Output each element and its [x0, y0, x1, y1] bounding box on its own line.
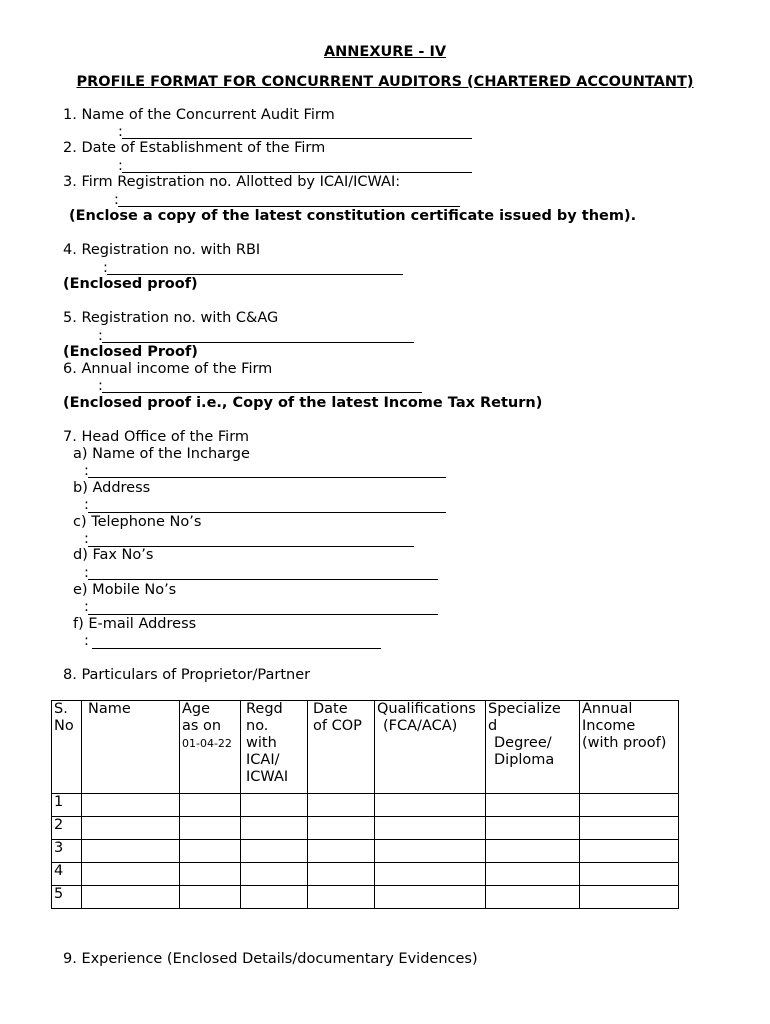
- cag-registration-line: [102, 342, 414, 343]
- header-name: [82, 701, 180, 794]
- establishment-date-line: [122, 172, 472, 173]
- header-qualifications: [375, 701, 486, 794]
- age-cell[interactable]: [180, 886, 241, 909]
- colon: :: [84, 565, 89, 581]
- address-line: [88, 512, 446, 513]
- field-label-experience: 9. Experience (Enclosed Details/documentary Evidences): [63, 951, 478, 967]
- colon: :: [84, 497, 89, 513]
- field-label-email: f) E-mail Address: [73, 616, 197, 632]
- age-cell[interactable]: [180, 794, 241, 817]
- qualification-cell[interactable]: [375, 817, 486, 840]
- table-header-row: [52, 701, 679, 794]
- header-text: of COP: [313, 718, 362, 734]
- header-sno: [52, 701, 82, 794]
- colon: :: [103, 260, 108, 276]
- note-income-tax-proof: (Enclosed proof i.e., Copy of the latest Income Tax Return): [63, 395, 543, 411]
- name-cell[interactable]: [82, 817, 180, 840]
- regd-cell[interactable]: [241, 863, 308, 886]
- rbi-registration-line: [107, 274, 403, 275]
- regd-cell[interactable]: [241, 840, 308, 863]
- row-number: 4: [52, 863, 82, 886]
- header-date-of-cop: [308, 701, 375, 794]
- colon: :: [114, 192, 119, 208]
- field-label-incharge-name: a) Name of the Incharge: [73, 446, 250, 462]
- header-specialized-degree: [486, 701, 580, 794]
- colon: :: [84, 599, 89, 615]
- header-text: S.: [54, 701, 68, 717]
- field-label-firm-registration: 3. Firm Registration no. Allotted by ICAI/ICWAI:: [63, 174, 401, 190]
- incharge-name-line: [88, 477, 446, 478]
- note-cag-proof: (Enclosed Proof): [63, 344, 198, 360]
- qualification-cell[interactable]: [375, 794, 486, 817]
- colon: :: [84, 463, 89, 479]
- header-annual-income: [580, 701, 679, 794]
- note-constitution-certificate: (Enclose a copy of the latest constitution certificate issued by them).: [69, 208, 637, 224]
- annual-income-line: [102, 392, 422, 393]
- row-number: 2: [52, 817, 82, 840]
- header-text: Annual: [582, 701, 633, 717]
- fax-line: [88, 579, 438, 580]
- qualification-cell[interactable]: [375, 886, 486, 909]
- header-text: Regd: [246, 701, 283, 717]
- field-label-annual-income: 6. Annual income of the Firm: [63, 361, 273, 377]
- qualification-cell[interactable]: [375, 840, 486, 863]
- qualification-cell[interactable]: [375, 863, 486, 886]
- header-text: No: [54, 718, 74, 734]
- table-row: [52, 840, 679, 863]
- age-cell[interactable]: [180, 840, 241, 863]
- date-cell[interactable]: [308, 840, 375, 863]
- field-label-fax: d) Fax No’s: [73, 547, 154, 563]
- name-cell[interactable]: [82, 794, 180, 817]
- field-label-partner-particulars: 8. Particulars of Proprietor/Partner: [63, 667, 311, 683]
- header-text: Age: [182, 701, 211, 717]
- header-text: (with proof): [582, 735, 667, 751]
- header-text: no.: [246, 718, 269, 734]
- colon: :: [84, 633, 89, 649]
- email-line: [92, 648, 381, 649]
- field-label-firm-name: 1. Name of the Concurrent Audit Firm: [63, 107, 335, 123]
- age-cell[interactable]: [180, 863, 241, 886]
- header-text: Date: [313, 701, 348, 717]
- field-label-cag-registration: 5. Registration no. with C&AG: [63, 310, 279, 326]
- firm-name-line: [122, 138, 472, 139]
- date-cell[interactable]: [308, 794, 375, 817]
- regd-cell[interactable]: [241, 794, 308, 817]
- document-title: PROFILE FORMAT FOR CONCURRENT AUDITORS (CHARTERED ACCOUNTANT): [76, 74, 694, 90]
- header-age-date: 01-04-22: [182, 737, 232, 750]
- table-row: [52, 863, 679, 886]
- header-text: Name: [88, 701, 131, 717]
- colon: :: [98, 378, 103, 394]
- row-number: 1: [52, 794, 82, 817]
- regd-cell[interactable]: [241, 817, 308, 840]
- note-rbi-proof: (Enclosed proof): [63, 276, 198, 292]
- income-cell[interactable]: [580, 840, 679, 863]
- field-label-mobile: e) Mobile No’s: [73, 582, 177, 598]
- header-text: Degree/: [494, 735, 552, 751]
- annexure-heading: ANNEXURE - IV: [323, 44, 447, 60]
- field-label-telephone: c) Telephone No’s: [73, 514, 202, 530]
- header-text: d: [488, 718, 498, 734]
- date-cell[interactable]: [308, 817, 375, 840]
- header-text: (FCA/ACA): [383, 718, 458, 734]
- header-text: Qualifications: [377, 701, 476, 717]
- colon: :: [118, 124, 123, 140]
- date-cell[interactable]: [308, 886, 375, 909]
- field-label-head-office: 7. Head Office of the Firm: [63, 429, 250, 445]
- colon: :: [118, 158, 123, 174]
- header-text: Diploma: [494, 752, 555, 768]
- name-cell[interactable]: [82, 886, 180, 909]
- specialization-cell[interactable]: [486, 863, 580, 886]
- header-text: Income: [582, 718, 636, 734]
- field-label-establishment-date: 2. Date of Establishment of the Firm: [63, 140, 326, 156]
- income-cell[interactable]: [580, 886, 679, 909]
- name-cell[interactable]: [82, 840, 180, 863]
- income-cell[interactable]: [580, 794, 679, 817]
- header-text: ICAI/: [246, 752, 280, 768]
- header-text: with: [246, 735, 277, 751]
- header-age: [180, 701, 241, 794]
- partner-particulars-table: [51, 700, 679, 909]
- specialization-cell[interactable]: [486, 794, 580, 817]
- header-regd-no: [241, 701, 308, 794]
- field-label-rbi-registration: 4. Registration no. with RBI: [63, 242, 261, 258]
- row-number: 5: [52, 886, 82, 909]
- firm-registration-line: [118, 206, 460, 207]
- table-row: [52, 794, 679, 817]
- specialization-cell[interactable]: [486, 840, 580, 863]
- income-cell[interactable]: [580, 817, 679, 840]
- field-label-address: b) Address: [73, 480, 151, 496]
- colon: :: [84, 531, 89, 547]
- date-cell[interactable]: [308, 863, 375, 886]
- table-row: [52, 817, 679, 840]
- name-cell[interactable]: [82, 863, 180, 886]
- age-cell[interactable]: [180, 817, 241, 840]
- header-text: ICWAI: [246, 769, 289, 785]
- specialization-cell[interactable]: [486, 886, 580, 909]
- table-row: [52, 886, 679, 909]
- colon: :: [98, 328, 103, 344]
- header-text: Specialize: [488, 701, 561, 717]
- mobile-line: [88, 614, 438, 615]
- specialization-cell[interactable]: [486, 817, 580, 840]
- income-cell[interactable]: [580, 863, 679, 886]
- header-text: as on: [182, 718, 222, 734]
- regd-cell[interactable]: [241, 886, 308, 909]
- row-number: 3: [52, 840, 82, 863]
